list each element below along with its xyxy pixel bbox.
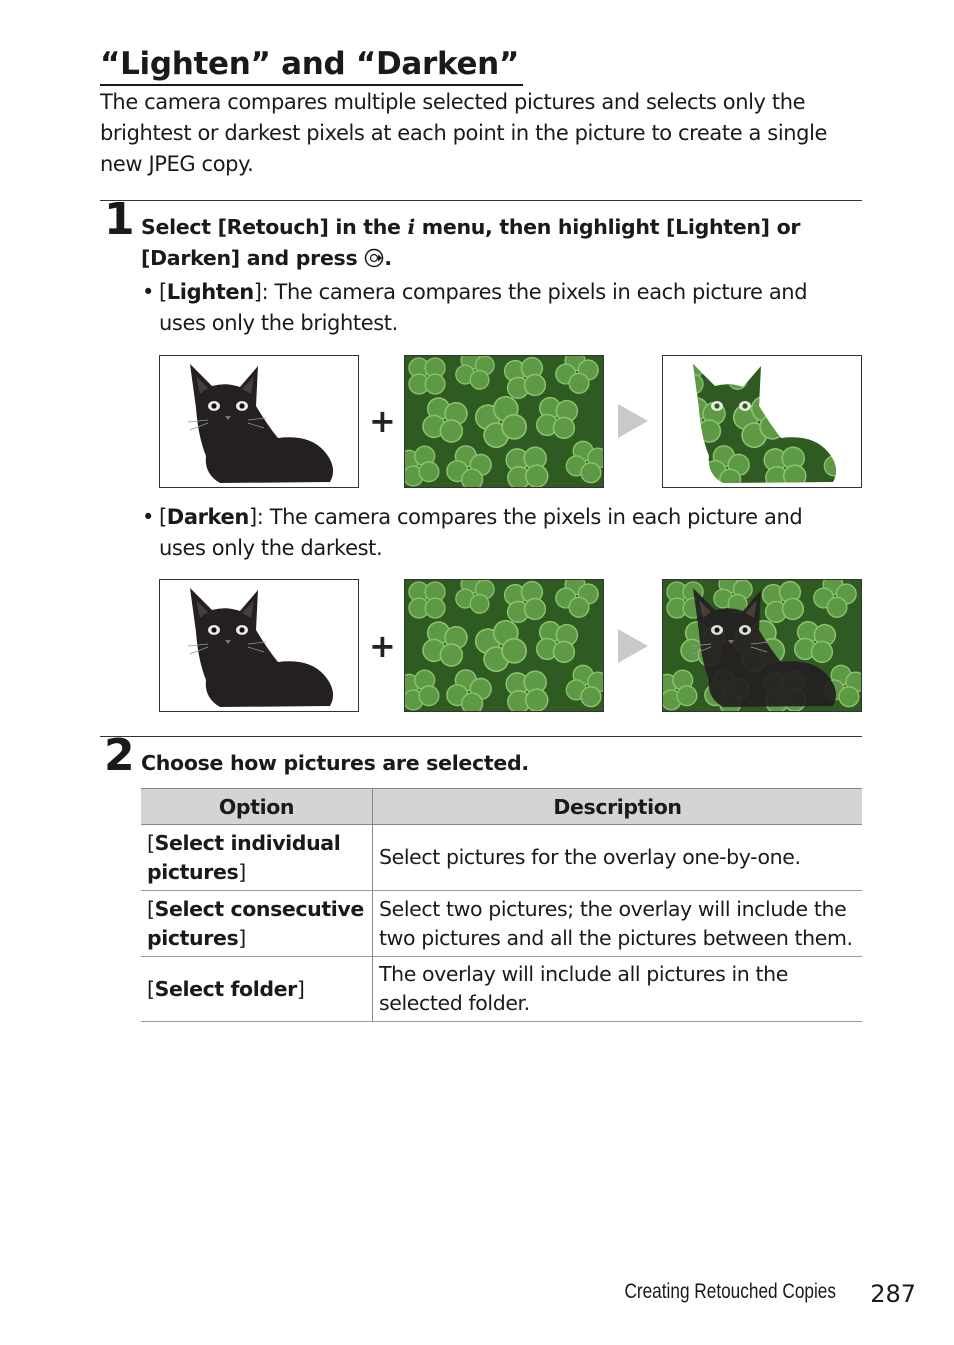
black-cat-photo: [159, 355, 359, 488]
table-cell-description: Select pictures for the overlay one-by-one.: [373, 825, 863, 891]
table-row: [141, 891, 862, 957]
page-number: 287: [870, 1280, 916, 1308]
table-row: [141, 825, 862, 891]
plus-sign: +: [369, 402, 396, 440]
table-header-row: [141, 789, 862, 825]
page-title: “Lighten” and “Darken”: [100, 44, 523, 86]
term-darken: Darken: [166, 505, 249, 529]
arrow-right-icon: [616, 400, 650, 442]
clover-photo: [404, 355, 604, 488]
step-2-heading: Choose how pictures are selected.: [141, 751, 529, 775]
darken-result-photo: [662, 579, 862, 712]
i-menu-icon: i: [407, 215, 415, 239]
table-cell-description: The overlay will include all pictures in the selected folder.: [373, 957, 863, 1022]
step-1-number: 1: [104, 194, 135, 245]
black-cat-photo: [159, 579, 359, 712]
lighten-result-photo: [662, 355, 862, 488]
intro-paragraph: The camera compares multiple selected pictures and selects only the brightest or darkest pixels at each point in the picture to create a single new JPEG copy.: [100, 90, 828, 176]
clover-photo: [404, 579, 604, 712]
table-cell-option: [Select consecutive pictures]: [141, 891, 373, 957]
footer-section-label: Creating Retouched Copies: [624, 1280, 836, 1303]
table-cell-description: Select two pictures; the overlay will include the two pictures and all the pictures between them.: [373, 891, 863, 957]
step-1-divider: [100, 200, 862, 201]
multi-selector-right-icon: [364, 246, 384, 277]
table-cell-option: [Select folder]: [141, 957, 373, 1022]
arrow-right-icon: [616, 625, 650, 667]
table-cell-option: [Select individual pictures]: [141, 825, 373, 891]
bullet-lighten: • [Lighten]: The camera compares the pixels in each picture and uses only the brightest.: [142, 280, 808, 335]
bullet-darken: • [Darken]: The camera compares the pixels in each picture and uses only the darkest.: [142, 505, 803, 560]
table-header-option: Option: [141, 789, 373, 825]
selection-options-table: [141, 788, 862, 1022]
plus-sign: +: [369, 627, 396, 665]
term-lighten: Lighten: [166, 280, 254, 304]
step-1-heading: Select [Retouch] in the i menu, then highlight [Lighten] or [Darken] and press .: [141, 212, 861, 277]
step-2-number: 2: [104, 730, 135, 781]
table-row: [141, 957, 862, 1022]
table-header-description: Description: [373, 789, 863, 825]
step-2-divider: [100, 736, 862, 737]
